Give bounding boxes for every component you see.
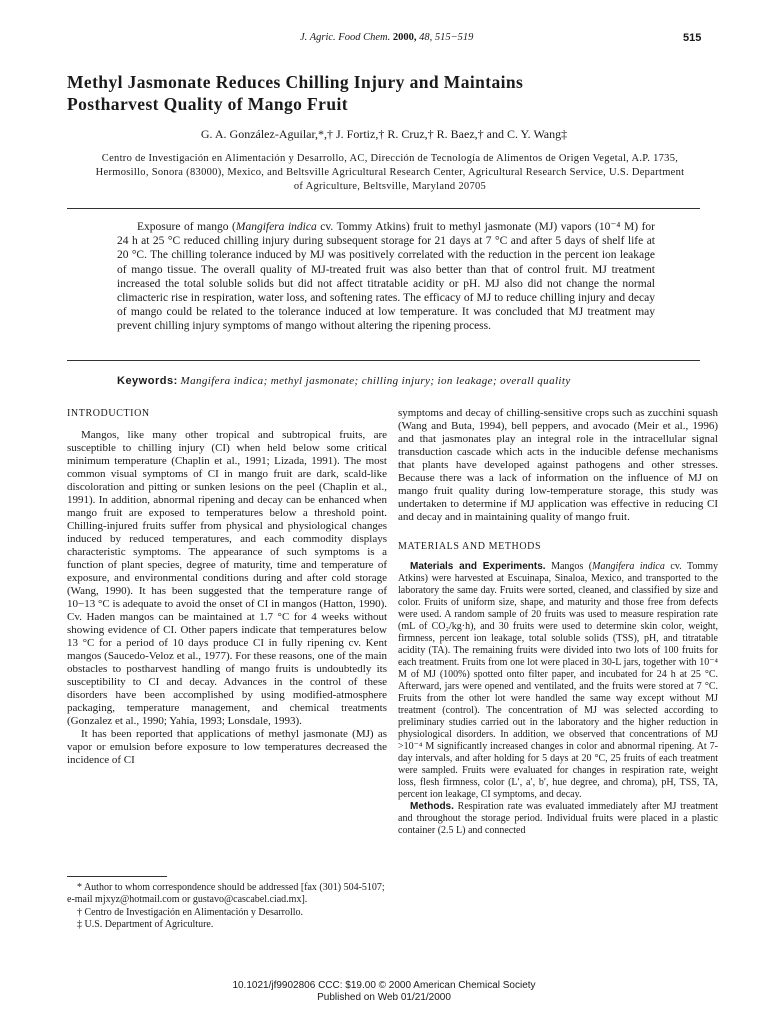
methods-paragraph-1: [398, 561, 718, 801]
methods-runhead: Methods.: [410, 801, 454, 812]
introduction-heading: INTRODUCTION: [67, 408, 150, 419]
footnote-usda: ‡ U.S. Department of Agriculture.: [77, 919, 214, 931]
keywords-list: Mangifera indica; methyl jasmonate; chilling injury; ion leakage; overall quality: [180, 375, 571, 387]
page-number: 515: [683, 32, 702, 44]
methods-heading: MATERIALS AND METHODS: [398, 541, 542, 552]
intro-paragraph-1: Mangos, like many other tropical and subtropical fruits, are susceptible to chilling injury (CI) when held below some critical minimum temperature (Chaplin et al., 1991; Lizada, 1991). The most common visual symptoms of CI in mango fruit are dark, scald-like discoloration and pitting or sunken lesions on the peel (Chaplin et al., 1991). In addition, abnormal ripening and decay can be enhanced when mango fruit are exposed to temperatures below a threshold point. Chilling-injured fruits suffer from physical and physiological changes induced by reduced temperatures, and each commodity displays characteristic symptoms. The appearance of such symptoms is a function of plant species, degree of maturity, time and temperature of exposure, and environmental conditions during and after cold storage (Wang, 1990). It has been suggested that the temperature range of 10−13 °C is adequate to avoid the onset of CI in mangos (Hatton, 1990). Cv. Haden mangos can be maintained at 1.7 °C for 4 weeks without showing evidence of CI. Other papers indicate that temperatures below 13 °C for a period of 10 days produce CI in fully ripening cv. Kent mangos (Saucedo-Veloz et al., 1977). For these reasons, one of the main obstacles to postharvest handling of mango fruits is undoubtedly its susceptibility to CI and decay. Advances in the control of these disorders have been accomplished by using modified-atmosphere packaging, temperature management, and chemical treatments (Gonzalez et al., 1990; Yahia, 1993; Lonsdale, 1993).: [67, 429, 387, 727]
methods-species: Mangifera indica: [592, 561, 665, 572]
footnote-ciad: † Centro de Investigación en Alimentación y Desarrollo.: [77, 906, 304, 918]
methods-text-2: Respiration rate was evaluated immediately after MJ treatment and throughout the storage period. Individual fruits were placed in a plastic container (2.5 L) and connected: [398, 801, 718, 836]
footnotes: [67, 882, 387, 932]
journal-volume-pages: 48, 515−519: [419, 32, 474, 43]
article-title: [67, 71, 707, 115]
methods-paragraph-2: [398, 801, 718, 837]
abstract-species: Mangifera indica: [235, 221, 317, 233]
journal-name: J. Agric. Food Chem.: [300, 32, 391, 43]
abstract-bottom-rule: [67, 360, 700, 361]
abstract: [117, 220, 655, 334]
published-line: Published on Web 01/21/2000: [317, 992, 451, 1003]
title-line-2: Postharvest Quality of Mango Fruit: [67, 94, 348, 114]
abstract-text-1: Exposure of mango (: [137, 221, 236, 233]
keywords: [117, 375, 677, 387]
author-list: G. A. González-Aguilar,*,† J. Fortiz,† R. Cruz,† R. Baez,† and C. Y. Wang‡: [200, 127, 568, 141]
methods-body: [398, 561, 718, 837]
intro-paragraph-3: symptoms and decay of chilling-sensitive crops such as zucchini squash (Wang and Buta, 1994), bell peppers, and avocado (Meir et al., 1996) and that jasmonates play an integral role in the intracellular signal transduction cascade which acts in the inducible defense mechanisms that plants have developed against pathogens and other stresses. Because there was a lack of information on the influence of MJ on mango fruit quality during low-temperature storage, this study was undertaken to determine if MJ application was effective in reducing CI and decay and in maintaining quality of mango fruit.: [398, 407, 718, 523]
materials-runhead: Materials and Experiments.: [410, 561, 546, 572]
right-column: [398, 407, 718, 837]
abstract-top-rule: [67, 208, 700, 209]
doi-block: [0, 980, 768, 1004]
title-line-1: Methyl Jasmonate Reduces Chilling Injury and Maintains: [67, 72, 524, 92]
footnote-correspondence: * Author to whom correspondence should be addressed [fax (301) 504-5107; e-mail mjxyz@hotmail.com or gustavo@cascabel.ciad.mx].: [67, 882, 385, 906]
methods-text-1b: cv. Tommy Atkins) were harvested at Escuinapa, Sinaloa, Mexico, and transported to the laboratory the same day. Fruits were sorted, cleaned, and classified by size and color. Fruits of uniform size, shape, and maturity and those free from defects were used. A random sample of 20 fruits was used to measure respiration rate (mL of CO₂/kg·h), and 30 fruits were used to determine skin color, weight, firmness, percent ion leakage, total soluble solids (TSS), pH, and titratable acidity (TA). The remaining fruits were divided into two lots of 100 fruits for each treatment. Fruits from one lot were placed in 30-L jars, together with 10⁻⁴ M of MJ (100%) spotted onto filter paper, and incubated for 24 h at 25 °C. Afterward, jars were opened and ventilated, and the fruits were stored at 7 °C. Fruits from the other lot were handled the same way except without MJ treatment (control). The concentration of MJ was selected according to preliminary studies carried out in the laboratory and the higher reduction in physiological disorders. In addition, we observed that concentrations of MJ >10⁻⁴ M significantly increased changes in color and abnormal ripening. At 7-day intervals, and after holding for 5 days at 20 °C, 25 fruits of each treatment were sampled. Fruits were evaluated for changes in respiration rate, weight loss, flesh firmness, color (L′, a′, b′, hue degree, and chroma), pH, TSS, TA, percent ion leakage, CI symptoms, and decay.: [398, 561, 718, 800]
journal-citation: [300, 32, 473, 43]
left-column: [67, 407, 387, 767]
abstract-text-2: cv. Tommy Atkins) fruit to methyl jasmonate (MJ) vapors (10⁻⁴ M) for 24 h at 25 °C reduced chilling injury during subsequent storage for 21 days at 7 °C and after 5 days of shelf life at 20 °C. The chilling tolerance induced by MJ was positively correlated with the reduction in the percent ion leakage of mango tissue. The overall quality of MJ-treated fruit was also better than that of control fruit. MJ treatment increased the total soluble solids but did not affect titratable acidity or pH. MJ also did not change the normal climacteric rise in respiration, water loss, and softening rates. The efficacy of MJ to reduce chilling injury and decay of mango could be related to the tolerance induced at low temperature. It was concluded that MJ treatment may prevent chilling injury symptoms of mango without altering the ripening process.: [117, 221, 656, 333]
methods-text-1a: Mangos (: [545, 561, 593, 572]
footnote-rule: [67, 876, 167, 877]
affiliation: Centro de Investigación en Alimentación y Desarrollo, AC, Dirección de Tecnología de Alimentos de Origen Vegetal, A.P. 1735, Hermosillo, Sonora (83000), Mexico, and Beltsville Agricultural Research Center, Agricultural Research Service, U.S. Department of Agriculture, Beltsville, Maryland 20705: [95, 153, 685, 192]
keywords-label: Keywords:: [117, 375, 178, 387]
intro-paragraph-2: It has been reported that applications of methyl jasmonate (MJ) as vapor or emulsion before exposure to low temperatures decreased the incidence of CI: [67, 728, 387, 766]
doi-line: 10.1021/jf9902806 CCC: $19.00 © 2000 American Chemical Society: [232, 980, 536, 991]
journal-year: 2000,: [392, 32, 417, 43]
